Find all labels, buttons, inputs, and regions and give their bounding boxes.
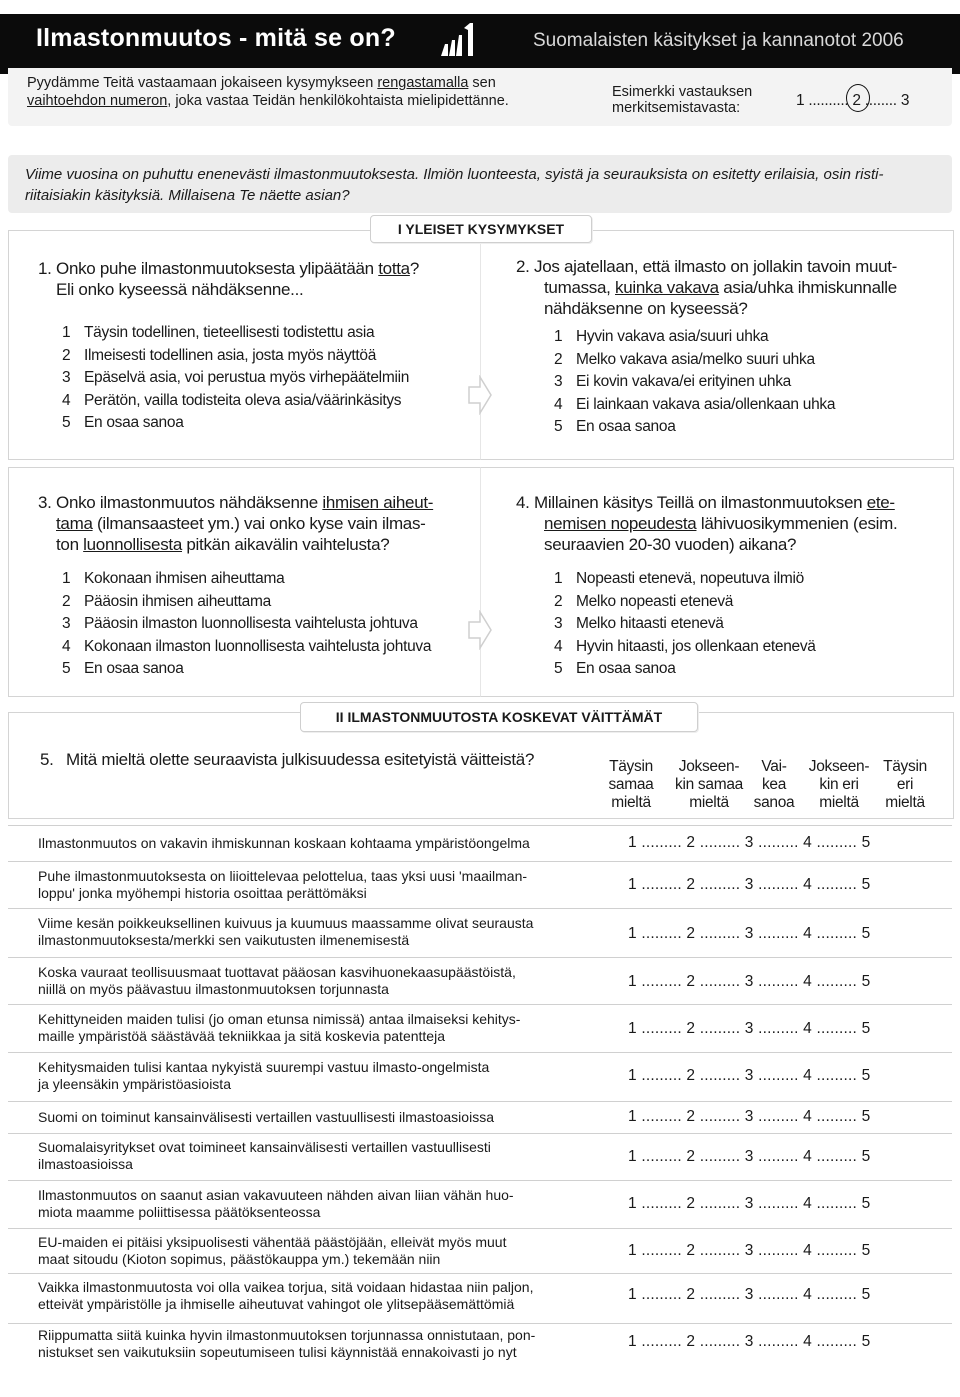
column-header: Jokseen- kin eri mieltä	[808, 758, 870, 811]
question-3-text: 3. Onko ilmastonmuutos nähdäksenne ihmisen aiheut- tama (ilmansaasteet ym.) vai onko kyse vain ilmas- ton luonnollisesta pitkän aikavälin vaihtelusta?	[38, 493, 434, 554]
option[interactable]: 1 Hyvin vakava asia/suuri uhka	[554, 328, 769, 345]
statement-text: Koska vauraat teollisuusmaat tuottavat pääosan kasvihuonekaasupäästöistä, niillä on myös päävastuu ilmastonmuutoksen torjunnasta	[38, 964, 516, 997]
option[interactable]: 4 Ei lainkaan vakava asia/ollenkaan uhka	[554, 395, 836, 413]
answer-scale[interactable]: 1 ......... 2 ......... 3 ......... 4 ......... 5	[628, 1286, 871, 1303]
statement-text: Vaikka ilmastonmuutosta voi olla vaikea torjua, sitä voidaan hidastaa niin paljon, etteivät ympäristölle ja ihmiselle aiheutuvat vahingot ole ylitsepääsemättömiä	[38, 1279, 534, 1312]
table-row	[8, 1228, 952, 1274]
table-row	[8, 1004, 952, 1053]
statement-text: Viime kesän poikkeuksellinen kuivuus ja kuumuus maassamme olivat seurausta ilmastonmuutoksesta/merkki sen vaikutusten ilmenemisestä	[38, 915, 534, 948]
table-row	[8, 1101, 952, 1134]
table-row	[8, 908, 952, 958]
page-subtitle: Suomalaisten käsitykset ja kannanotot 2006	[533, 30, 904, 51]
column-header: Vai- kea sanoa	[753, 758, 795, 811]
example-scale: 1 .......... 2 ........ 3	[796, 92, 910, 109]
column-header: Jokseen- kin samaa mieltä	[675, 758, 743, 811]
answer-scale[interactable]: 1 ......... 2 ......... 3 ......... 4 ......... 5	[628, 1195, 871, 1212]
question-1-text: 1. Onko puhe ilmastonmuutoksesta ylipäätään totta? Eli onko kyseessä nähdäksenne...	[38, 259, 419, 299]
statement-text: Puhe ilmastonmuutoksesta on liioittelevaa pelottelua, taas yksi uusi 'maailman- loppu' jonka myöhempi historia osoittaa perättömäksi	[38, 868, 528, 901]
question-3-options	[62, 568, 431, 681]
option[interactable]: 5 En osaa sanoa	[554, 660, 676, 677]
option[interactable]: 1 Nopeasti etenevä, nopeutuva ilmiö	[554, 570, 804, 587]
section-heading-general: I YLEISET KYSYMYKSET	[370, 215, 592, 243]
statement-text: Ilmastonmuutos on vakavin ihmiskunnan koskaan kohtaama ympäristöongelma	[38, 835, 530, 851]
table-row	[8, 825, 952, 862]
answer-scale[interactable]: 1 ......... 2 ......... 3 ......... 4 ......... 5	[628, 925, 871, 942]
table-row	[8, 1180, 952, 1229]
question-4-options	[554, 568, 816, 681]
question-5-text: Mitä mieltä olette seuraavista julkisuudessa esitetyistä väitteistä?	[66, 750, 535, 769]
answer-scale[interactable]: 1 ......... 2 ......... 3 ......... 4 ......... 5	[628, 1242, 871, 1259]
column-header: Täysin eri mieltä	[883, 758, 927, 811]
option[interactable]: 2 Ilmeisesti todellinen asia, josta myös näyttöä	[62, 346, 377, 364]
option[interactable]: 2 Melko nopeasti etenevä	[554, 592, 734, 610]
logo-icon	[438, 20, 478, 60]
arrow-right-icon	[468, 610, 492, 650]
answer-scale[interactable]: 1 ......... 2 ......... 3 ......... 4 ......... 5	[628, 1333, 871, 1350]
option[interactable]: 2 Pääosin ihmisen aiheuttama	[62, 592, 271, 610]
table-row	[8, 957, 952, 1005]
page-title: Ilmastonmuutos - mitä se on?	[36, 24, 396, 52]
example-label: Esimerkki vastauksen merkitsemistavasta:	[612, 84, 753, 116]
option[interactable]: 1 Täysin todellinen, tieteellisesti todistettu asia	[62, 324, 375, 341]
answer-scale[interactable]: 1 ......... 2 ......... 3 ......... 4 ......... 5	[628, 1148, 871, 1165]
option[interactable]: 4 Hyvin hitaasti, jos ollenkaan etenevä	[554, 637, 816, 655]
option[interactable]: 1 Kokonaan ihmisen aiheuttama	[62, 570, 285, 587]
table-row	[8, 1273, 952, 1324]
answer-scale[interactable]: 1 ......... 2 ......... 3 ......... 4 ......... 5	[628, 1067, 871, 1084]
option[interactable]: 3 Melko hitaasti etenevä	[554, 615, 724, 632]
statement-text: Suomi on toiminut kansainvälisesti vertaillen vastuullisesti ilmastoasioissa	[38, 1109, 494, 1125]
section-heading-statements: II ILMASTONMUUTOSTA KOSKEVAT VÄITTÄMÄT	[300, 702, 698, 732]
arrow-right-icon	[468, 375, 492, 415]
option[interactable]: 5 En osaa sanoa	[62, 414, 184, 431]
option[interactable]: 3 Pääosin ilmaston luonnollisesta vaihtelusta johtuva	[62, 615, 418, 632]
question-5-number: 5.	[40, 750, 54, 769]
option[interactable]: 3 Ei kovin vakava/ei erityinen uhka	[554, 373, 791, 390]
statement-text: Kehittyneiden maiden tulisi (jo oman etunsa nimissä) antaa ilmaiseksi kehitys- maille ympäristöä säästävää tekniikkaa ja sitä koskevia patentteja	[38, 1011, 521, 1044]
statement-text: Ilmastonmuutos on saanut asian vakavuuteen nähden aivan liian vähän huo- miota maamme poliittisessa päätöksenteossa	[38, 1187, 514, 1220]
option[interactable]: 5 En osaa sanoa	[62, 660, 184, 677]
option[interactable]: 4 Perätön, vailla todisteita oleva asia/väärinkäsitys	[62, 391, 402, 409]
answer-scale[interactable]: 1 ......... 2 ......... 3 ......... 4 ......... 5	[628, 1108, 871, 1125]
option[interactable]: 3 Epäselvä asia, voi perustua myös virhepäätelmiin	[62, 369, 410, 386]
instructions-text: Pyydämme Teitä vastaamaan jokaiseen kysymykseen rengastamalla sen vaihtoehdon numeron, joka vastaa Teidän henkilökohtaista mielipidettänne.	[27, 75, 509, 109]
statement-text: Kehitysmaiden tulisi kantaa nykyistä suurempi vastuu ilmasto-ongelmista ja yleensäkin ympäristöasioista	[38, 1059, 490, 1092]
table-row	[8, 861, 952, 909]
example-circle-mark	[846, 84, 870, 112]
question-4-text: 4. Millainen käsitys Teillä on ilmastonmuutoksen ete- nemisen nopeudesta lähivuosikymmenien (esim. seuraavien 20-30 vuoden) aikana?	[516, 493, 898, 554]
answer-scale[interactable]: 1 ......... 2 ......... 3 ......... 4 ......... 5	[628, 834, 871, 851]
table-row	[8, 1323, 952, 1374]
answer-scale[interactable]: 1 ......... 2 ......... 3 ......... 4 ......... 5	[628, 1020, 871, 1037]
option[interactable]: 5 En osaa sanoa	[554, 418, 676, 435]
option[interactable]: 2 Melko vakava asia/melko suuri uhka	[554, 350, 815, 368]
question-2-options	[554, 326, 835, 439]
column-header: Täysin samaa mieltä	[608, 758, 654, 811]
statement-text: Riippumatta siitä kuinka hyvin ilmastonmuutoksen torjunnassa onnistutaan, pon- nistukset sen vaikutuksiin sopeutumiseen tulisi käynnistää ennakoivasti jo nyt	[38, 1327, 536, 1360]
intro-text: Viime vuosina on puhuttu enenevästi ilmastonmuutoksesta. Ilmiön luonteesta, syistä ja seurauksista on esitetty erilaisia, osin risti-riitaisiakin käsityksiä. Millaisena Te näette asian?	[25, 166, 884, 204]
question-1-options	[62, 322, 409, 435]
table-row	[8, 1052, 952, 1102]
answer-scale[interactable]: 1 ......... 2 ......... 3 ......... 4 ......... 5	[628, 973, 871, 990]
answer-scale[interactable]: 1 ......... 2 ......... 3 ......... 4 ......... 5	[628, 876, 871, 893]
table-row	[8, 1133, 952, 1181]
statement-text: Suomalaisyritykset ovat toimineet kansainvälisesti vertaillen vastuullisesti ilmastoasioissa	[38, 1139, 491, 1172]
option[interactable]: 4 Kokonaan ilmaston luonnollisesta vaihtelusta johtuva	[62, 637, 432, 655]
question-2-text: 2. Jos ajatellaan, että ilmasto on jollakin tavoin muut- tumassa, kuinka vakava asia/uhka ihmiskunnalle nähdäksenne on kyseessä?	[516, 257, 898, 318]
statement-text: EU-maiden ei pitäisi yksipuolisesti vähentää päästöjään, elleivät myös muut maat sitoudu (Kioton sopimus, päästökauppa ym.) tekemään niin	[38, 1234, 507, 1267]
